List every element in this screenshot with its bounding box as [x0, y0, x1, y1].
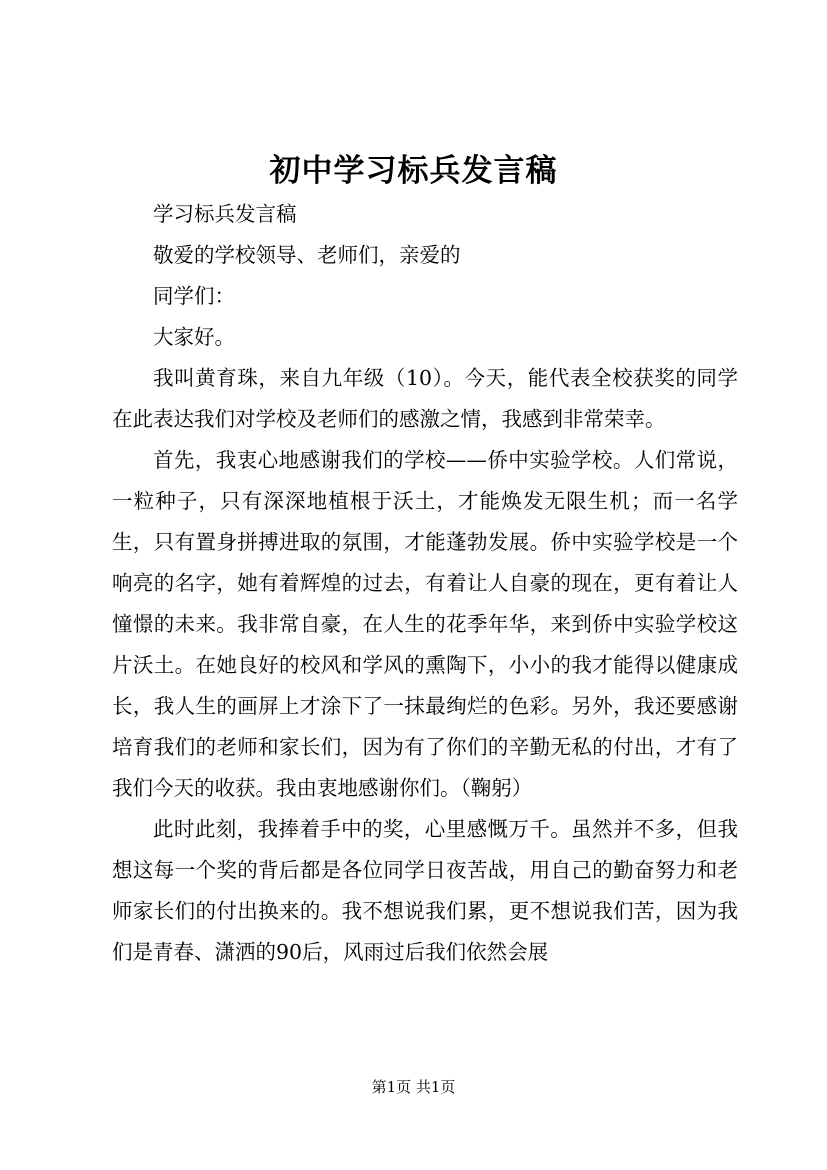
paragraph-intro: 我叫黄育珠，来自九年级（10）。今天，能代表全校获奖的同学在此表达我们对学校及老师们的感激之情，我感到非常荣幸。 — [112, 366, 738, 431]
document-body — [112, 194, 738, 973]
paragraph-salutation: 敬爱的学校领导、老师们，亲爱的 — [153, 243, 461, 267]
paragraph-reflection: 此时此刻，我捧着手中的奖，心里感慨万千。虽然并不多，但我想这每一个奖的背后都是各位同学日夜苦战，用自己的勤奋努力和老师家长们的付出换来的。我不想说我们累，更不想说我们苦，因为我们是青春、潇洒的90后，风雨过后我们依然会展 — [112, 817, 738, 964]
paragraph-thanks: 首先，我衷心地感谢我们的学校——侨中实验学校。人们常说，一粒种子，只有深深地植根于沃土，才能焕发无限生机；而一名学生，只有置身拼搏进取的氛围，才能蓬勃发展。侨中实验学校是一个响亮的名字，她有着辉煌的过去，有着让人自豪的现在，更有着让人憧憬的未来。我非常自豪，在人生的花季年华，来到侨中实验学校这片沃土。在她良好的校风和学风的熏陶下，小小的我才能得以健康成长，我人生的画屏上才涂下了一抹最绚烂的色彩。另外，我还要感谢培育我们的老师和家长们，因为有了你们的辛勤无私的付出，才有了我们今天的收获。我由衷地感谢你们。（鞠躬） — [112, 448, 738, 800]
page-footer: 第1页 共1页 — [371, 1078, 456, 1096]
paragraph-greeting: 大家好。 — [153, 325, 235, 349]
paragraph-salutation-cont: 同学们： — [153, 284, 235, 308]
paragraph-subtitle: 学习标兵发言稿 — [153, 202, 297, 226]
document-title: 初中学习标兵发言稿 — [269, 153, 558, 189]
